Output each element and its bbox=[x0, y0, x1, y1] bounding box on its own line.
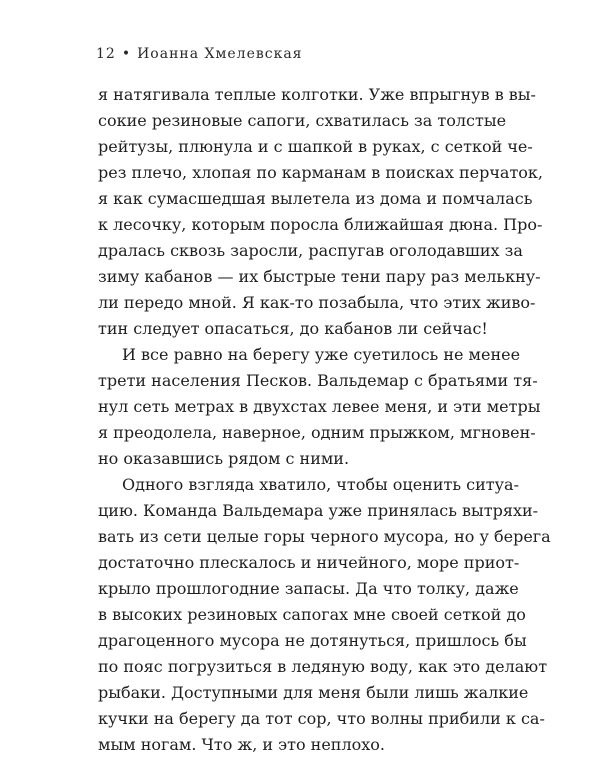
running-head bbox=[96, 46, 303, 62]
text-line: но оказавшись рядом с ними. bbox=[98, 449, 350, 468]
text-line: я как сумасшедшая вылетела из дома и помчалась bbox=[98, 189, 533, 208]
text-line: тин следует опасаться, до кабанов ли сейчас! bbox=[98, 319, 488, 338]
text-line: ли передо мной. Я как-то позабыла, что этих живо- bbox=[98, 293, 536, 312]
author-name: Иоанна Хмелевская bbox=[137, 46, 303, 62]
text-line: к лесочку, которым поросла ближайшая дюна. Про- bbox=[98, 215, 543, 234]
text-line: трети населения Песков. Вальдемар с братьями тя- bbox=[98, 371, 538, 390]
text-line: рыбаки. Доступными для меня были лишь жалкие bbox=[98, 683, 529, 702]
text-line: я преодолела, наверное, одним прыжком, мгновен- bbox=[98, 423, 536, 442]
text-line: рейтузы, плюнула и с шапкой в руках, с сеткой че- bbox=[98, 137, 533, 156]
text-line: кучки на берегу да тот сор, что волны прибили к са- bbox=[98, 709, 545, 728]
body-text bbox=[98, 82, 551, 758]
text-line: нул сеть метрах в двухстах левее меня, и эти метры bbox=[98, 397, 541, 416]
text-line: драгоценного мусора не дотянуться, пришлось бы bbox=[98, 631, 527, 650]
text-line: рез плечо, хлопая по карманам в поисках перчаток, bbox=[98, 163, 544, 182]
text-line: мым ногам. Что ж, и это неплохо. bbox=[98, 735, 385, 754]
text-line: сокие резиновые сапоги, схватилась за толстые bbox=[98, 111, 507, 130]
text-line: цию. Команда Вальдемара уже принялась вытряхи- bbox=[98, 501, 539, 520]
text-line: Одного взгляда хватило, чтобы оценить ситуа- bbox=[122, 475, 519, 494]
text-line: дралась сквозь заросли, распугав оголодавших за bbox=[98, 241, 523, 260]
text-line: крыло прошлогодние запасы. Да что толку, даже bbox=[98, 579, 519, 598]
page-number: 12 bbox=[96, 46, 116, 62]
header-separator: • bbox=[121, 46, 132, 62]
text-line: достаточно плескалось и ничейного, море приот- bbox=[98, 553, 520, 572]
text-line: в высоких резиновых сапогах мне своей сеткой до bbox=[98, 605, 526, 624]
text-line: зиму кабанов — их быстрые тени пару раз мелькну- bbox=[98, 267, 541, 286]
text-line: вать из сети целые горы черного мусора, но у берега bbox=[98, 527, 551, 546]
text-line: по пояс погрузиться в ледяную воду, как это делают bbox=[98, 657, 548, 676]
text-line: я натягивала теплые колготки. Уже впрыгнув в вы- bbox=[98, 85, 536, 104]
text-line: И все равно на берегу уже суетилось не менее bbox=[122, 345, 521, 364]
